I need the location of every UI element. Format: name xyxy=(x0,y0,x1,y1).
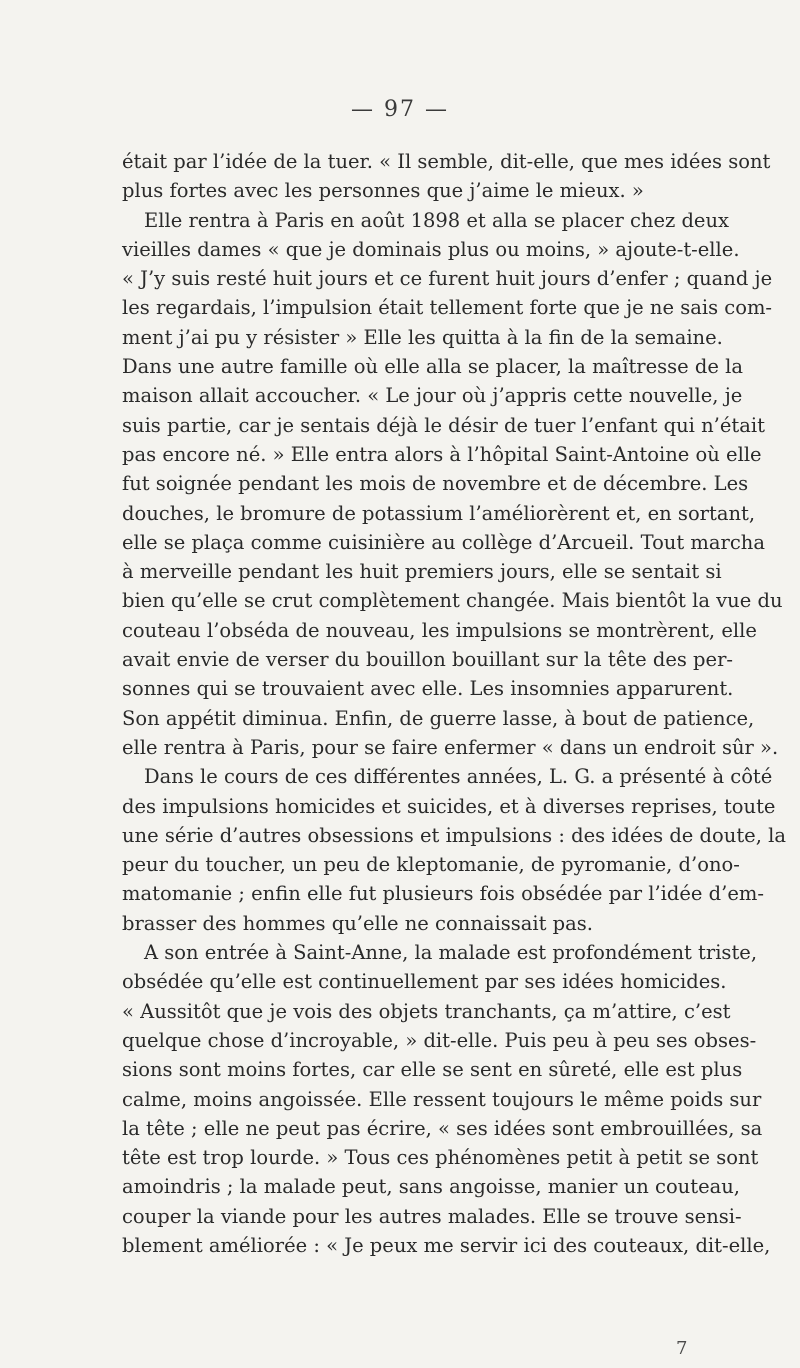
text-line: elle se plaça comme cuisinière au collège d’Arcueil. Tout marcha xyxy=(122,530,765,554)
text-line: couteau l’obséda de nouveau, les impulsions se montrèrent, elle xyxy=(122,618,757,642)
text-line: les regardais, l’impulsion était tellement forte que je ne sais com- xyxy=(122,296,773,320)
text-line: « Aussitôt que je vois des objets tranchants, ça m’attire, c’est xyxy=(122,999,731,1023)
text-line: amoindris ; la malade peut, sans angoisse, manier un couteau, xyxy=(122,1175,741,1199)
text-line: à merveille pendant les huit premiers jours, elle se sentait si xyxy=(122,560,722,584)
text-line: elle rentra à Paris, pour se faire enfermer « dans un endroit sûr ». xyxy=(122,735,779,759)
text-line: des impulsions homicides et suicides, et à diverses reprises, toute xyxy=(122,794,776,818)
text-line: tête est trop lourde. » Tous ces phénomènes petit à petit se sont xyxy=(122,1146,759,1170)
text-line: était par l’idée de la tuer. « Il semble, dit-elle, que mes idées sont xyxy=(122,150,771,173)
text-line: Dans une autre famille où elle alla se placer, la maîtresse de la xyxy=(122,355,743,379)
text-line: Son appétit diminua. Enfin, de guerre lasse, à bout de patience, xyxy=(122,706,755,730)
text-line: peur du toucher, un peu de kleptomanie, de pyromanie, d’ono- xyxy=(122,853,740,877)
text-line: avait envie de verser du bouillon bouillant sur la tête des per- xyxy=(122,648,733,672)
text-line: bien qu’elle se crut complètement changée. Mais bientôt la vue du xyxy=(122,589,783,613)
signature-mark: 7 xyxy=(676,1338,688,1359)
text-line: « J’y suis resté huit jours et ce furent huit jours d’enfer ; quand je xyxy=(122,267,773,291)
text-line: Dans le cours de ces différentes années, L. G. a présenté à côté xyxy=(144,765,773,789)
text-line: la tête ; elle ne peut pas écrire, « ses idées sont embrouillées, sa xyxy=(122,1116,763,1140)
text-line: une série d’autres obsessions et impulsions : des idées de doute, la xyxy=(122,823,786,847)
text-line: calme, moins angoissée. Elle ressent toujours le même poids sur xyxy=(122,1087,762,1111)
text-line: plus fortes avec les personnes que j’aime le mieux. » xyxy=(122,179,644,203)
text-line: matomanie ; enfin elle fut plusieurs fois obsédée par l’idée d’em- xyxy=(122,882,764,906)
text-line: douches, le bromure de potassium l’améliorèrent et, en sortant, xyxy=(122,501,756,525)
text-line: Elle rentra à Paris en août 1898 et alla se placer chez deux xyxy=(144,208,730,232)
text-line: brasser des hommes qu’elle ne connaissait pas. xyxy=(122,911,593,935)
text-line: obsédée qu’elle est continuellement par ses idées homicides. xyxy=(122,970,727,994)
text-line: couper la viande pour les autres malades. Elle se trouve sensi- xyxy=(122,1204,742,1228)
text-line: sions sont moins fortes, car elle se sent en sûreté, elle est plus xyxy=(122,1058,743,1082)
text-line: fut soignée pendant les mois de novembre et de décembre. Les xyxy=(122,472,749,496)
text-line: suis partie, car je sentais déjà le désir de tuer l’enfant qui n’était xyxy=(122,413,765,437)
page-number: — 97 — xyxy=(351,97,449,122)
text-line: vieilles dames « que je dominais plus ou moins, » ajoute-t-elle. xyxy=(122,237,740,261)
text-line: ment j’ai pu y résister » Elle les quitta à la fin de la semaine. xyxy=(122,325,723,349)
text-line: sonnes qui se trouvaient avec elle. Les insomnies apparurent. xyxy=(122,677,734,701)
text-line: blement améliorée : « Je peux me servir ici des couteaux, dit-elle, xyxy=(122,1233,771,1257)
text-line: pas encore né. » Elle entra alors à l’hôpital Saint-Antoine où elle xyxy=(122,442,762,466)
text-line: maison allait accoucher. « Le jour où j’appris cette nouvelle, je xyxy=(122,384,743,408)
text-line: quelque chose d’incroyable, » dit-elle. Puis peu à peu ses obses- xyxy=(122,1028,757,1052)
body-text xyxy=(122,147,786,1260)
text-line: A son entrée à Saint-Anne, la malade est profondément triste, xyxy=(144,941,758,965)
